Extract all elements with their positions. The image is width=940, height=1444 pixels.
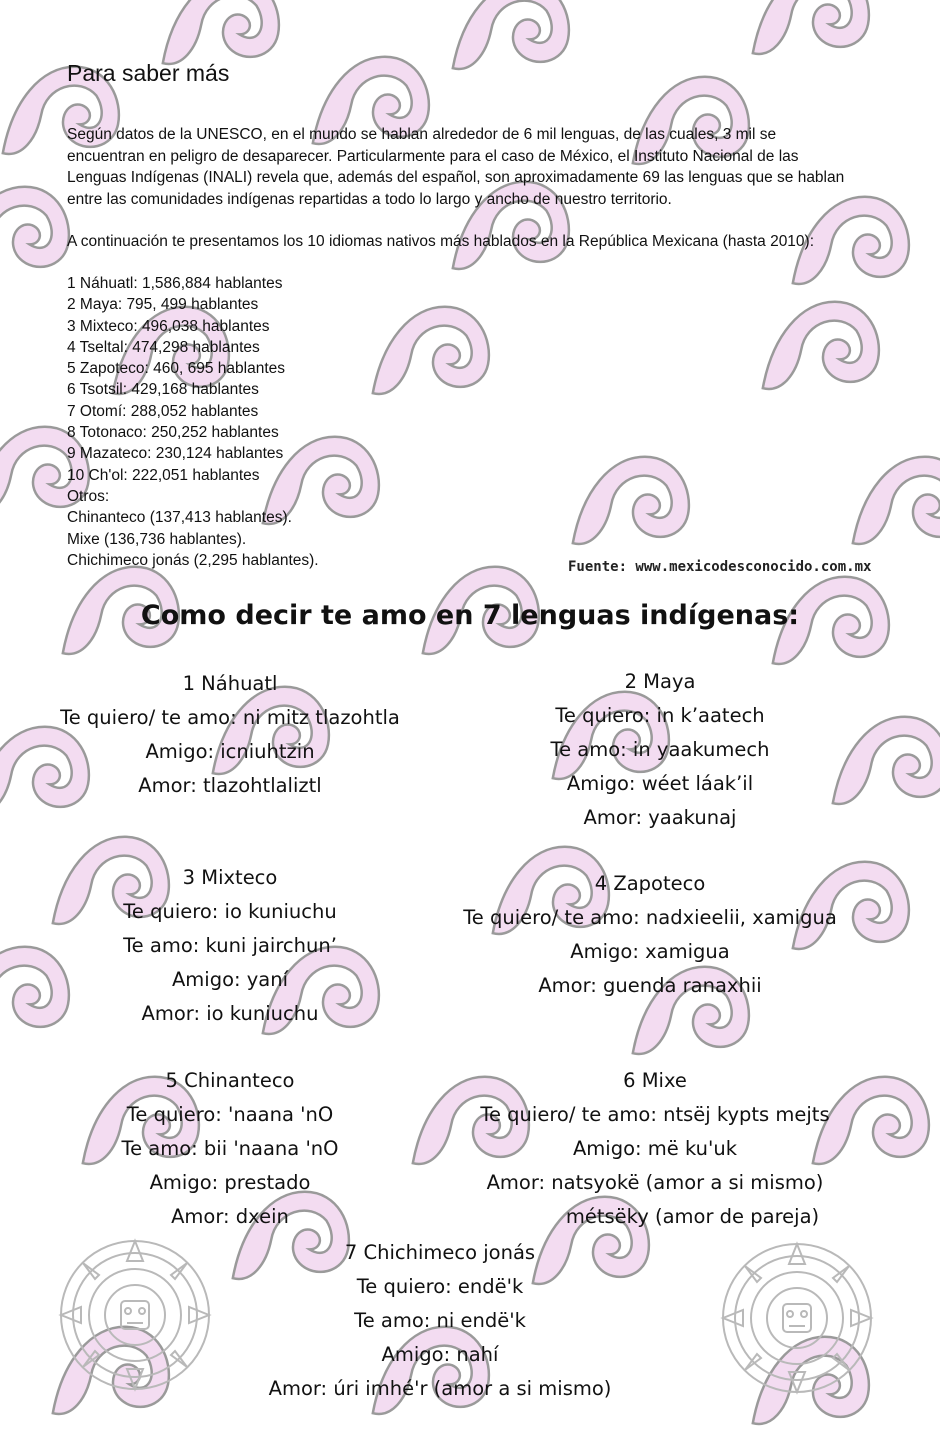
- phrase-line: Amor: natsyokë (amor a si mismo): [486, 1171, 824, 1194]
- language-block-maya: [470, 665, 850, 835]
- language-block-mixteco: [60, 861, 400, 1031]
- phrase-line: Amor: úri imhé'r (amor a si mismo): [268, 1377, 612, 1400]
- phrase-line: Amor: guenda ranaxhii: [538, 974, 762, 997]
- language-name: 5 Chinanteco: [165, 1069, 295, 1092]
- list-item: 1 Náhuatl: 1,586,884 hablantes: [67, 275, 283, 292]
- other-languages: [67, 486, 319, 571]
- list-item: 10 Ch'ol: 222,051 hablantes: [67, 466, 260, 484]
- page-title: Para saber más: [67, 60, 230, 86]
- list-item: Chinanteco (137,413 hablantes).: [67, 509, 292, 527]
- phrase-line: Te quiero: endë'k: [356, 1275, 524, 1298]
- list-item: 9 Mazateco: 230,124 hablantes: [67, 445, 284, 463]
- list-item: 4 Tseltal: 474,298 hablantes: [67, 338, 260, 356]
- language-block-nahuatl: [40, 667, 420, 803]
- language-block-chichimeco: [240, 1236, 640, 1406]
- others-label: Otros:: [67, 488, 110, 505]
- list-item: 7 Otomí: 288,052 hablantes: [67, 402, 259, 420]
- list-intro-paragraph: A continuación te presentamos los 10 idiomas nativos más hablados en la República Mexicana (hasta 2010):: [67, 233, 815, 250]
- phrase-line: Amor: io kuniuchu: [141, 1002, 319, 1025]
- language-name: 1 Náhuatl: [182, 672, 278, 695]
- phrase-line: Amigo: wéet láak’il: [566, 772, 754, 795]
- language-name: 3 Mixteco: [182, 866, 278, 889]
- phrase-line: Amor: yaakunaj: [583, 806, 737, 829]
- phrase-line: Amigo: yaní: [171, 968, 289, 991]
- phrase-line: Te amo: ni endë'k: [354, 1309, 526, 1332]
- phrase-line: Te quiero: in k’aatech: [555, 704, 765, 727]
- phrase-line: Amor: tlazohtlaliztl: [138, 774, 322, 797]
- source-citation: Fuente: www.mexicodesconocido.com.mx: [568, 559, 872, 575]
- phrase-line: Te quiero/ te amo: nadxieelii, xamigua: [463, 906, 837, 929]
- list-item: 2 Maya: 795, 499 hablantes: [67, 296, 259, 314]
- phrase-line: Te amo: in yaakumech: [550, 738, 770, 761]
- phrase-line: Te amo: bii 'naana 'nO: [121, 1137, 339, 1160]
- section-heading: Como decir te amo en 7 lenguas indígenas:: [140, 600, 800, 631]
- phrase-line: Te quiero/ te amo: ni mitz tlazohtla: [60, 706, 400, 729]
- language-name: 7 Chichimeco jonás: [344, 1241, 536, 1264]
- intro-paragraph: Según datos de la UNESCO, en el mundo se hablan alrededor de 6 mil lenguas, de las cuales, 3 mil se encuentran en peligro de desaparecer. Particularmente para el caso de México, el Instituto Nacional de las Lenguas Indígenas (INALI) revela que, además del español, son aproximadamente 69 las lenguas que se hablan entre las comunidades indígenas repartidas a todo lo largo y ancho de nuestro territorio.: [67, 126, 845, 208]
- phrase-line: Te quiero: io kuniuchu: [123, 900, 337, 923]
- phrase-line: Te amo: kuni jairchun’: [123, 934, 337, 957]
- phrase-line: Amor: dxein: [171, 1205, 289, 1228]
- list-item: Chichimeco jonás (2,295 hablantes).: [67, 551, 319, 569]
- language-block-mixe: [450, 1064, 860, 1234]
- phrase-line: métsëky (amor de pareja): [565, 1205, 820, 1228]
- phrase-line: Amigo: icniuhtzin: [145, 740, 315, 763]
- phrase-line: Amigo: më ku'uk: [572, 1137, 738, 1160]
- phrase-line: Amigo: xamigua: [570, 940, 730, 963]
- phrase-line: Te quiero: 'naana 'nO: [126, 1103, 334, 1126]
- list-item: Mixe (136,736 hablantes).: [67, 530, 247, 548]
- language-name: 4 Zapoteco: [594, 872, 706, 895]
- list-item: 5 Zapoteco: 460, 695 hablantes: [67, 360, 286, 378]
- list-item: 6 Tsotsil: 429,168 hablantes: [67, 381, 259, 399]
- phrase-line: Te quiero/ te amo: ntsëj kypts mejts: [480, 1103, 830, 1126]
- language-name: 6 Mixe: [623, 1069, 687, 1092]
- list-item: 8 Totonaco: 250,252 hablantes: [67, 424, 279, 442]
- list-item: 3 Mixteco: 496,038 hablantes: [67, 317, 270, 335]
- language-block-chinanteco: [60, 1064, 400, 1234]
- phrase-line: Amigo: prestado: [149, 1171, 311, 1194]
- phrase-line: Amigo: nahí: [381, 1343, 499, 1366]
- language-ranking-list: [67, 273, 285, 486]
- language-name: 2 Maya: [624, 670, 696, 693]
- language-block-zapoteco: [450, 867, 850, 1003]
